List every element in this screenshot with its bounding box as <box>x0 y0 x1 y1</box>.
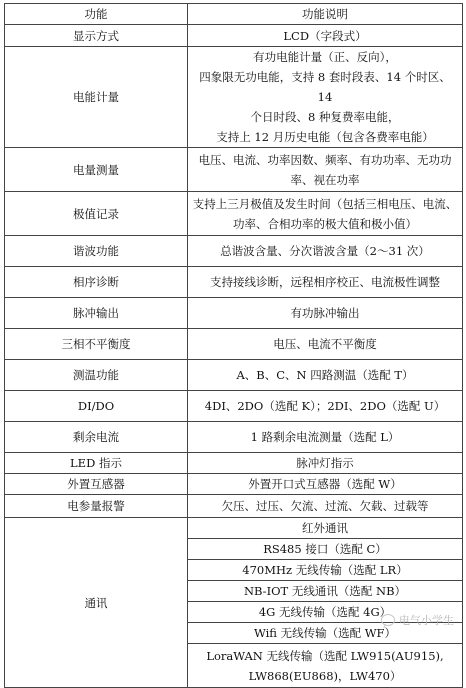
table-row <box>5 453 463 474</box>
row-name: 谐波功能 <box>5 236 188 267</box>
row-name: 显示方式 <box>5 25 188 47</box>
row-name: 极值记录 <box>5 192 188 236</box>
row-name: 电量测量 <box>5 148 188 192</box>
table-row <box>5 267 463 298</box>
row-name: 电能计量 <box>5 47 188 148</box>
row-desc: 外置开口式互感器（选配 W） <box>188 474 463 495</box>
table-row <box>5 192 463 236</box>
comm-option: 470MHz 无线传输（选配 LR） <box>188 560 463 581</box>
row-name: 通讯 <box>5 518 188 688</box>
table-row <box>5 391 463 422</box>
desc-line: LoraWAN 无线传输（选配 LW915(AU915), <box>206 648 444 663</box>
table-row <box>5 47 463 148</box>
row-name: 外置互感器 <box>5 474 188 495</box>
row-name: 测温功能 <box>5 360 188 391</box>
comm-option: NB-IOT 无线通讯（选配 NB） <box>188 581 463 602</box>
row-desc <box>188 47 463 148</box>
table-row <box>5 422 463 453</box>
watermark-text: 电气小学生 <box>399 614 454 627</box>
desc-line: LW868(EU868)，LW470） <box>248 668 402 683</box>
spec-table-wrapper <box>4 3 462 688</box>
row-name: LED 指示 <box>5 453 188 474</box>
desc-line: 率、视在功率 <box>290 172 360 187</box>
row-desc <box>188 192 463 236</box>
table-row <box>5 360 463 391</box>
row-name: 相序诊断 <box>5 267 188 298</box>
row-name: 剩余电流 <box>5 422 188 453</box>
desc-line: 个日时段、8 种复费率电能， <box>250 110 400 124</box>
row-desc <box>188 148 463 192</box>
desc-line: 支持上 12 月历史电能（包含各费率电能） <box>216 130 434 144</box>
table-row <box>5 236 463 267</box>
table-row <box>5 474 463 495</box>
table-row <box>5 329 463 360</box>
function-spec-table <box>4 3 463 688</box>
row-name: 三相不平衡度 <box>5 329 188 360</box>
row-desc: 4DI、2DO（选配 K）；2DI、2DO（选配 U） <box>188 391 463 422</box>
row-desc: 欠压、过压、欠流、过流、欠载、过载等 <box>188 495 463 518</box>
desc-line: 电压、电流、功率因数、频率、有功功率、无功功 <box>198 152 452 167</box>
row-name: DI/DO <box>5 391 188 422</box>
comm-option: Wifi 无线传输（选配 WF） <box>188 623 463 644</box>
desc-line: 有功电能计量（正、反向）， <box>253 50 397 64</box>
row-desc: 支持接线诊断，远程相序校正、电流极性调整 <box>188 267 463 298</box>
row-desc: 总谐波含量、分次谐波含量（2～31 次） <box>188 236 463 267</box>
comm-option <box>188 644 463 688</box>
row-desc: A、B、C、N 四路测温（选配 T） <box>188 360 463 391</box>
table-row <box>5 518 463 539</box>
header-function: 功能 <box>5 4 188 25</box>
header-description: 功能说明 <box>188 4 463 25</box>
comm-option: RS485 接口（选配 C） <box>188 539 463 560</box>
table-row <box>5 298 463 329</box>
row-desc: 有功脉冲输出 <box>188 298 463 329</box>
row-name: 脉冲输出 <box>5 298 188 329</box>
desc-line: 四象限无功电能，支持 8 套时段表、14 个时区、14 <box>199 70 451 104</box>
row-name: 电参量报警 <box>5 495 188 518</box>
row-desc: 电压、电流不平衡度 <box>188 329 463 360</box>
table-row <box>5 148 463 192</box>
row-desc: LCD（字段式） <box>188 25 463 47</box>
table-row <box>5 495 463 518</box>
table-row <box>5 25 463 47</box>
desc-line: 支持上三月极值及发生时间（包括三相电压、电流、 <box>192 196 458 211</box>
row-desc: 1 路剩余电流测量（选配 L） <box>188 422 463 453</box>
table-header-row <box>5 4 463 25</box>
comm-option: 红外通讯 <box>188 518 463 539</box>
row-desc: 脉冲灯指示 <box>188 453 463 474</box>
desc-line: 功率、合相功率的极大值和极小值） <box>233 216 417 231</box>
comm-option: 4G 无线传输（选配 4G） <box>188 602 463 623</box>
